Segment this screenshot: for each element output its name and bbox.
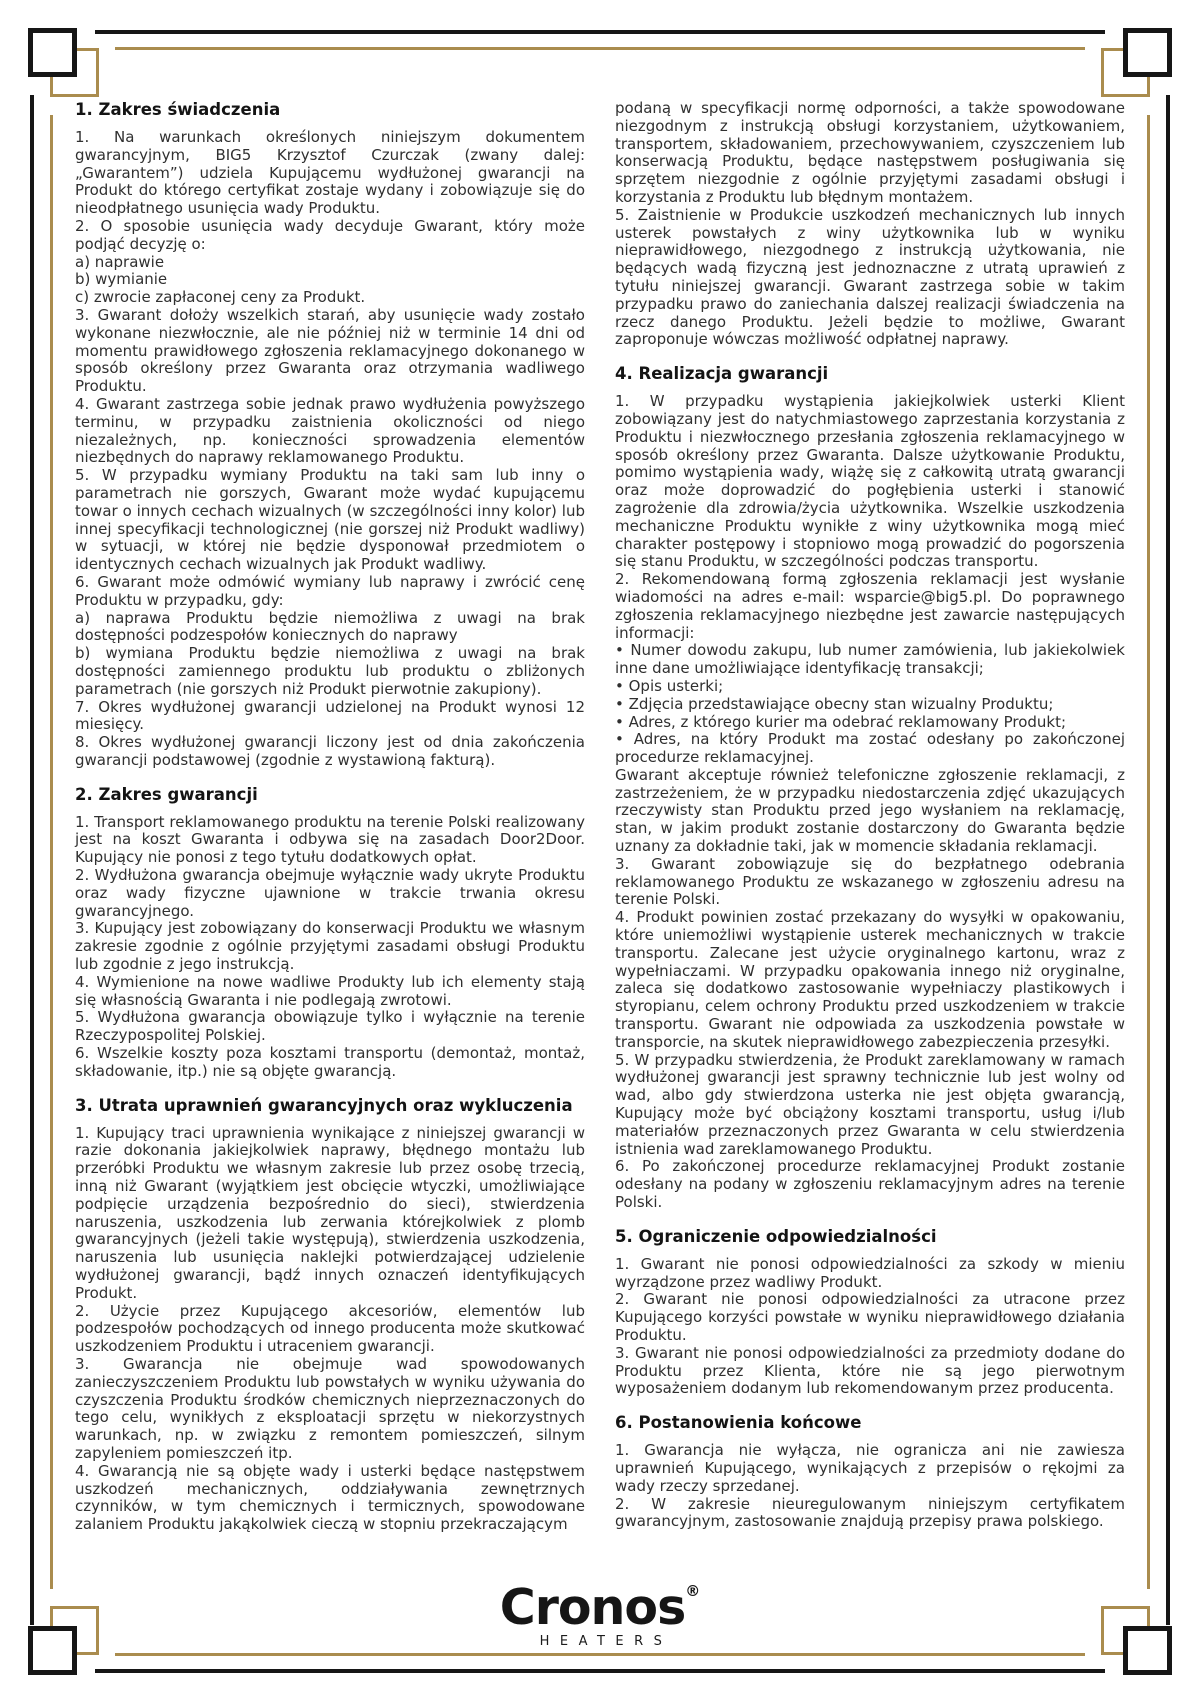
section-heading: 3. Utrata uprawnień gwarancyjnych oraz wykluczenia xyxy=(75,1095,573,1115)
frame-black-right-line xyxy=(1166,95,1170,1625)
paragraph: 2. Użycie przez Kupującego akcesoriów, elementów lub podzespołów pochodzących od innego producenta może skutkować uszkodzeniem Produktu i utraceniem gwarancji. xyxy=(75,1301,585,1356)
frame-gold-bottom-line xyxy=(115,1653,1085,1656)
paragraph: 3. Gwarancja nie obejmuje wad spowodowanych zanieczyszczeniem Produktu lub powstałych w wyniku używania do czyszczenia Produktu środków chemicznych nieprzeznaczonych do tego celu, wynikłych z eksploatacji sprzętu w niekorzystnych warunkach, np. w związku z remontem pomieszczeń, silnym zapyleniem pomieszczeń itp. xyxy=(75,1355,585,1462)
paragraph: 5. W przypadku wymiany Produktu na taki sam lub inny o parametrach nie gorszych, Gwarant może wydać kupującemu towar o innych cechach wizualnych (w szczególności inny kolor) lub innej specyfikacji technologicznej (nie gorszej niż Produkt wadliwy) w sytuacji, w której nie będzie dysponował przedmiotem o identycznych cechach wizualnych jak Produkt wadliwy. xyxy=(75,466,585,574)
brand-logo xyxy=(0,1566,1200,1649)
paragraph: 6. Wszelkie koszty poza kosztami transportu (demontaż, montaż, składowanie, itp.) nie są objęte gwarancją. xyxy=(75,1044,585,1080)
paragraph: 6. Gwarant może odmówić wymiany lub naprawy i zwrócić cenę Produktu w przypadku, gdy: xyxy=(75,572,585,609)
frame-black-top-line xyxy=(95,30,1105,34)
paragraph: 5. Wydłużona gwarancja obowiązuje tylko i wyłącznie na terenie Rzeczypospolitej Polskiej. xyxy=(75,1008,585,1045)
paragraph: c) zwrocie zapłaconej ceny za Produkt. xyxy=(75,288,366,307)
brand-subtitle: HEATERS xyxy=(539,1634,673,1649)
paragraph: 2. W zakresie nieuregulowanym niniejszym certyfikatem gwarancyjnym, zastosowanie znajdują przepisy prawa polskiego. xyxy=(615,1494,1125,1531)
paragraph: Gwarant akceptuje również telefoniczne zgłoszenie reklamacji, z zastrzeżeniem, że w przypadku niedostarczenia zdjęć ukazujących rzeczywisty stan Produktu przed jego wysłaniem na reklamację, stan, w jakim produkt zostanie dostarczony do Gwaranta będzie uznany za dokładnie taki, jak w momencie składania reklamacji. xyxy=(615,765,1125,856)
brand-name: Cronos xyxy=(499,1579,686,1636)
paragraph: 2. Wydłużona gwarancja obejmuje wyłącznie wady ukryte Produktu oraz wady fizyczne ujawnione w trakcie trwania okresu gwarancyjnego. xyxy=(75,866,585,920)
section-heading: 2. Zakres gwarancji xyxy=(75,784,258,804)
section-heading: 5. Ograniczenie odpowiedzialności xyxy=(615,1226,937,1246)
paragraph: 1. Kupujący traci uprawnienia wynikające z niniejszej gwarancji w razie dokonania jakiejkolwiek naprawy, błędnego montażu lub przeróbki Produktu we własnym zakresie lub przez osobę trzecią, inną niż Gwarant (wyjątkiem jest obcięcie wtyczki, umożliwiające podpięcie urządzenia bezpośrednio do sieci), stwierdzenia naruszenia, uszkodzenia lub zerwania którejkolwiek z plomb gwarancyjnych (jeżeli takie występują), stwierdzenia uszkodzenia, naruszenia lub usunięcia naklejki potwierdzającej udzielenie wydłużonej gwarancji, bądź innych oznaczeń identyfikujących Produkt. xyxy=(75,1123,585,1302)
paragraph: 2. O sposobie usunięcia wady decyduje Gwarant, który może podjąć decyzję o: xyxy=(75,216,585,253)
paragraph: • Numer dowodu zakupu, lub numer zamówienia, lub jakiekolwiek inne dane umożliwiające identyfikację transakcji; xyxy=(615,641,1125,678)
paragraph: 1. Transport reklamowanego produktu na terenie Polski realizowany jest na koszt Gwaranta i odbywa się na zasadach Door2Door. Kupujący nie ponosi z tego tytułu dodatkowych opłat. xyxy=(75,812,585,867)
paragraph: 7. Okres wydłużonej gwarancji udzielonej na Produkt wynosi 12 miesięcy. xyxy=(75,697,585,734)
paragraph: podaną w specyfikacji normę odporności, a także spowodowane niezgodnym z instrukcją obsługi korzystaniem, użytkowaniem, transportem, składowaniem, przechowywaniem, czyszczeniem lub konserwacją Produktu, będące następstwem posługiwania się sprzętem niezgodnie z ogólnie przyjętymi zasadami obsługi i korzystania z Produktu lub błędnym montażem. xyxy=(615,99,1125,206)
corner-ornament-black-top-right xyxy=(1123,28,1172,77)
column-left xyxy=(75,100,585,1534)
paragraph: 2. Rekomendowaną formą zgłoszenia reklamacji jest wysłanie wiadomości na adres e-mail: wsparcie@big5.pl. Do poprawnego zgłoszenia reklamacyjnego niezbędne jest zawarcie następujących informacji: xyxy=(615,570,1125,642)
section-heading: 4. Realizacja gwarancji xyxy=(615,364,829,384)
paragraph: • Zdjęcia przedstawiające obecny stan wizualny Produktu; xyxy=(615,694,1054,713)
section-heading: 1. Zakres świadczenia xyxy=(75,100,281,119)
column-right xyxy=(615,100,1125,1534)
paragraph: b) wymiana Produktu będzie niemożliwa z uwagi na brak dostępności zamiennego produktu lub produktu o zbliżonych parametrach (nie gorszych niż Produkt pierwotnie zakupiony). xyxy=(75,644,585,698)
section-heading: 6. Postanowienia końcowe xyxy=(615,1413,862,1433)
paragraph: 1. Gwarancja nie wyłącza, nie ogranicza ani nie zawiesza uprawnień Kupującego, wynikających z przepisów o rękojmi za wady rzeczy sprzedanej. xyxy=(615,1441,1125,1495)
frame-black-bottom-line xyxy=(95,1669,1105,1673)
frame-gold-top-line xyxy=(115,47,1085,50)
paragraph: 3. Gwarant dołoży wszelkich starań, aby usunięcie wady zostało wykonane niezwłocznie, ale nie później niż w terminie 14 dni od momentu prawidłowego zgłoszenia reklamacyjnego dokonanego w sposób określony przez Gwaranta oraz otrzymania wadliwego Produktu. xyxy=(75,305,585,396)
paragraph: 3. Gwarant zobowiązuje się do bezpłatnego odebrania reklamowanego Produktu ze wskazanego w zgłoszeniu adresu na terenie Polski. xyxy=(615,854,1125,909)
paragraph: 8. Okres wydłużonej gwarancji liczony jest od dnia zakończenia gwarancji podstawowej (zgodnie z wystawioną fakturą). xyxy=(75,733,585,769)
paragraph: b) wymianie xyxy=(75,270,168,289)
paragraph: 5. W przypadku stwierdzenia, że Produkt zareklamowany w ramach wydłużonej gwarancji jest sprawny technicznie lub jest wolny od wad, albo gdy stwierdzona usterka nie jest objęta gwarancją, Kupujący może być obciążony kosztami transportu, usług i/lub materiałów przeznaczonych przez Gwaranta w celu stwierdzenia istnienia wad zareklamowanego Produktu. xyxy=(615,1050,1125,1158)
paragraph: 1. Na warunkach określonych niniejszym dokumentem gwarancyjnym, BIG5 Krzysztof Czurczak (zwany dalej: „Gwarantem”) udziela Kupującemu wydłużonej gwarancji na Produkt do którego certyfikat zostaje wydany i zobowiązuje się do nieodpłatnego usunięcia wady Produktu. xyxy=(75,128,585,218)
paragraph: 3. Gwarant nie ponosi odpowiedzialności za przedmioty dodane do Produktu przez Klienta, które nie są jego pierwotnym wyposażeniem dodanym lub rekomendowanym przez producenta. xyxy=(615,1343,1125,1398)
paragraph: 1. W przypadku wystąpienia jakiejkolwiek usterki Klient zobowiązany jest do natychmiastowego zaprzestania korzystania z Produktu i niezwłocznego przesłania zgłoszenia reklamacyjnego w sposób określony przez Gwaranta. Dalsze użytkowanie Produktu, pomimo wystąpienia wady, wiążę się z całkowitą utratą gwarancji oraz może doprowadzić do pogłębienia usterki i stanowić zagrożenie dla zdrowia/życia użytkownika. Wszelkie uszkodzenia mechaniczne Produktu wynikłe z winy użytkownika mogą mieć charakter postępowy i stopniowo mogą prowadzić do pogorszenia się stanu Produktu, w szczególności podczas transportu. xyxy=(615,392,1125,571)
paragraph: 4. Gwarant zastrzega sobie jednak prawo wydłużenia powyższego terminu, w przypadku zaistnienia okoliczności od niego niezależnych, np. konieczności sprowadzenia elementów niezbędnych do naprawy reklamowanego Produktu. xyxy=(75,394,585,467)
paragraph: 6. Po zakończonej procedurze reklamacyjnej Produkt zostanie odesłany na podany w zgłoszeniu reklamacyjnym adres na terenie Polski. xyxy=(615,1157,1125,1212)
corner-ornament-black-top-left xyxy=(28,28,77,77)
brand-wordmark xyxy=(0,1566,1200,1636)
document-body xyxy=(75,100,1125,1534)
paragraph: 4. Gwarancją nie są objęte wady i usterki będące następstwem uszkodzeń mechanicznych, oddziaływania zewnętrznych czynników, w tym chemicznych i termicznych, spowodowane zalaniem Produktu jakąkolwiek cieczą w stopniu przekraczającym xyxy=(75,1461,585,1534)
paragraph: 2. Gwarant nie ponosi odpowiedzialności za utracone przez Kupującego korzyści powstałe w wyniku nieprawidłowego działania Produktu. xyxy=(615,1290,1125,1344)
paragraph: 5. Zaistnienie w Produkcie uszkodzeń mechanicznych lub innych usterek powstałych z winy użytkownika lub w wyniku nieprawidłowego, niezgodnego z instrukcją użytkowania, nie będących wadą fizyczną jest jednoznaczne z utratą uprawień z tytułu niniejszej gwarancji. Gwarant zastrzega sobie w takim przypadku prawo do zaniechania dalszej realizacji świadczenia na rzecz danego Produktu. Jeżeli będzie to możliwe, Gwarant zaproponuje wówczas możliwość odpłatnej naprawy. xyxy=(615,205,1125,349)
paragraph: a) naprawie xyxy=(75,252,165,271)
paragraph: 4. Produkt powinien zostać przekazany do wysyłki w opakowaniu, które uniemożliwi wystąpienie usterek mechanicznych w trakcie transportu. Zalecane jest użycie oryginalnego kartonu, wraz z wypełniaczami. W przypadku opakowania innego niż oryginalne, zaleca się dodatkowo zastosowanie wypełniaczy plastikowych i styropianu, celem ochrony Produktu przed uszkodzeniem w trakcie transportu. Gwarant nie odpowiada za uszkodzenia powstałe w transporcie, na skutek nieprawidłowego zabezpieczenia przesyłki. xyxy=(615,908,1125,1051)
paragraph: • Adres, z którego kurier ma odebrać reklamowany Produkt; xyxy=(615,712,1067,731)
paragraph: • Adres, na który Produkt ma zostać odesłany po zakończonej procedurze reklamacyjnej. xyxy=(615,730,1125,767)
paragraph: a) naprawa Produktu będzie niemożliwa z uwagi na brak dostępności podzespołów koniecznych do naprawy xyxy=(75,608,585,645)
registered-trademark-icon: ® xyxy=(685,1582,701,1600)
frame-black-left-line xyxy=(30,95,34,1625)
frame-gold-left-line xyxy=(50,115,53,1589)
paragraph: 3. Kupujący jest zobowiązany do konserwacji Produktu we własnym zakresie zgodnie z ogólnie przyjętymi zasadami obsługi Produktu lub zgodnie z jego instrukcją. xyxy=(75,919,585,974)
frame-gold-right-line xyxy=(1147,115,1150,1589)
paragraph: 1. Gwarant nie ponosi odpowiedzialności za szkody w mieniu wyrządzone przez wadliwy Produkt. xyxy=(615,1254,1125,1291)
paragraph: • Opis usterki; xyxy=(615,676,724,695)
paragraph: 4. Wymienione na nowe wadliwe Produkty lub ich elementy stają się własnością Gwaranta i nie podlegają zwrotowi. xyxy=(75,972,585,1009)
